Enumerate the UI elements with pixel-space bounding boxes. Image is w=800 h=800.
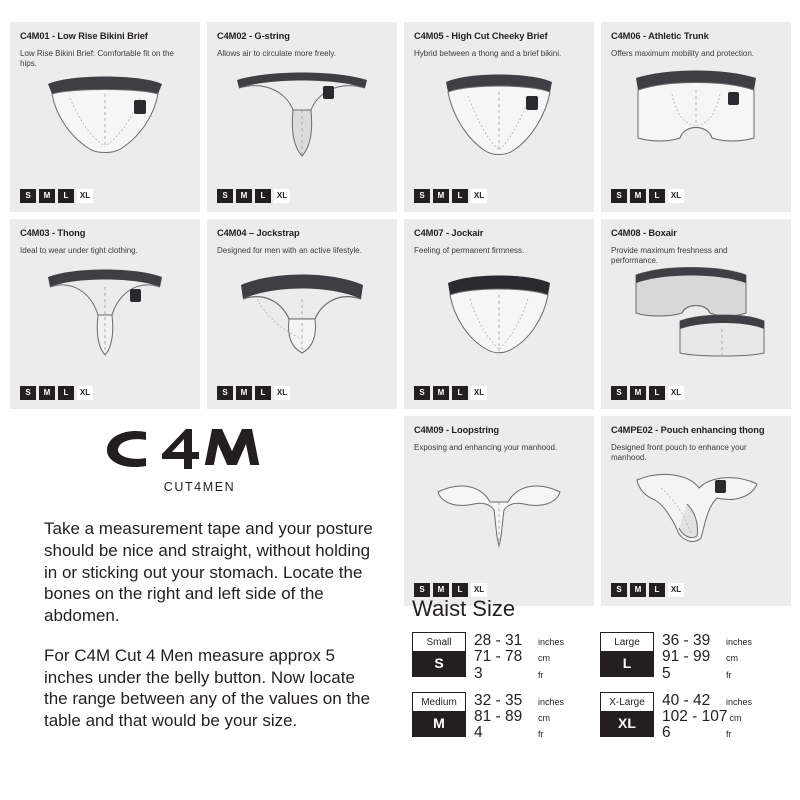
size-badge-m: M <box>236 189 252 203</box>
waist-row-small <box>412 632 600 682</box>
size-badge-xl: XL <box>668 583 684 597</box>
size-name: Small <box>413 633 465 651</box>
waist-size-table <box>412 632 788 742</box>
size-badge-l: L <box>255 386 271 400</box>
unit-fr: fr <box>726 729 732 740</box>
size-name: Medium <box>413 693 465 711</box>
value-fr: 5 <box>662 664 671 682</box>
size-badge-m: M <box>433 386 449 400</box>
unit-fr: fr <box>726 669 732 680</box>
thong-illustration <box>10 261 200 371</box>
brand-tagline: CUT4MEN <box>163 480 236 494</box>
brand-logo-block <box>92 425 307 494</box>
size-letter: XL <box>601 711 653 736</box>
size-badge-s: S <box>611 583 627 597</box>
waist-row-medium <box>412 692 600 742</box>
boxair-illustration <box>601 261 791 371</box>
product-code: C4M05 - High Cut Cheeky Brief <box>414 31 548 41</box>
size-badge-s: S <box>20 386 36 400</box>
size-badge-s: S <box>414 386 430 400</box>
size-list <box>611 189 684 203</box>
size-badge-m: M <box>630 189 646 203</box>
value-cm: 102 - 107 <box>662 708 728 726</box>
value-inches: 32 - 35 <box>474 691 523 709</box>
value-cm: 81 - 89 <box>474 708 523 726</box>
bikini-brief-illustration <box>10 64 200 174</box>
size-badge-l: L <box>452 583 468 597</box>
size-values <box>474 632 564 682</box>
size-badge-m: M <box>630 386 646 400</box>
size-badge-l: L <box>452 189 468 203</box>
value-inches: 28 - 31 <box>474 632 523 649</box>
size-list <box>611 386 684 400</box>
c4m-logo-icon <box>100 425 300 473</box>
value-row-fr <box>474 725 564 741</box>
pouch-thong-illustration <box>601 458 791 568</box>
size-badge-l: L <box>649 583 665 597</box>
size-list <box>414 386 487 400</box>
size-badge-xl: XL <box>668 189 684 203</box>
product-card-c4m09 <box>404 416 594 606</box>
product-code: C4M08 - Boxair <box>611 228 677 238</box>
unit-cm: cm <box>538 653 550 664</box>
size-values <box>662 692 752 742</box>
product-card-c4m07 <box>404 219 594 409</box>
size-list <box>414 189 487 203</box>
g-string-illustration <box>207 64 397 174</box>
size-letter: M <box>413 711 465 736</box>
size-list <box>217 189 290 203</box>
size-badge-m: M <box>433 583 449 597</box>
size-badge-s: S <box>20 189 36 203</box>
size-badge-l: L <box>649 189 665 203</box>
product-description: Ideal to wear under tight clothing. <box>20 245 138 255</box>
product-description: Designed front pouch to enhance your manhood. <box>611 442 747 463</box>
size-badge-xl: XL <box>668 386 684 400</box>
waist-row-xlarge <box>600 692 788 742</box>
size-list <box>414 583 487 597</box>
product-card-c4m05 <box>404 22 594 212</box>
value-inches: 40 - 42 <box>662 691 711 709</box>
unit-inches: inches <box>538 637 565 647</box>
size-badge-s: S <box>611 386 627 400</box>
product-code: C4MPE02 - Pouch enhancing thong <box>611 425 765 435</box>
product-description: Offers maximum mobility and protection. <box>611 48 755 58</box>
size-badge-m: M <box>39 189 55 203</box>
size-list <box>611 583 684 597</box>
size-list <box>217 386 290 400</box>
size-badge-s: S <box>217 189 233 203</box>
value-row-cm <box>474 649 564 665</box>
value-fr: 6 <box>662 724 671 742</box>
unit-inches: inches <box>726 637 753 647</box>
size-values <box>474 692 564 742</box>
product-card-c4mpe02 <box>601 416 791 606</box>
jockair-illustration <box>404 261 594 371</box>
size-letter: S <box>413 651 465 676</box>
value-row-inches <box>474 693 564 709</box>
waist-size-title: Waist Size <box>412 596 516 621</box>
jockstrap-illustration <box>207 261 397 371</box>
product-code: C4M06 - Athletic Trunk <box>611 31 709 41</box>
size-badge-s: S <box>217 386 233 400</box>
product-code: C4M01 - Low Rise Bikini Brief <box>20 31 148 41</box>
size-badge-xl: XL <box>471 583 487 597</box>
product-card-c4m01 <box>10 22 200 212</box>
product-description: Hybrid between a thong and a brief bikini. <box>414 48 562 58</box>
size-badge-l: L <box>58 189 74 203</box>
size-badge-xl: XL <box>471 386 487 400</box>
size-badge-l: L <box>255 189 271 203</box>
product-card-c4m02 <box>207 22 397 212</box>
value-row-fr <box>474 666 564 682</box>
value-row-cm <box>662 709 752 725</box>
size-badge-m: M <box>630 583 646 597</box>
unit-fr: fr <box>538 669 544 680</box>
cheeky-brief-illustration <box>404 64 594 174</box>
product-description: Low Rise Bikini Brief: Comfortable fit on the hips. <box>20 48 174 69</box>
product-code: C4M02 - G-string <box>217 31 290 41</box>
value-row-inches <box>474 633 564 649</box>
size-list <box>20 386 93 400</box>
product-description: Feeling of permanent firmness. <box>414 245 525 255</box>
value-inches: 36 - 39 <box>662 632 711 649</box>
value-row-inches <box>662 633 752 649</box>
value-cm: 71 - 78 <box>474 648 523 666</box>
size-name: Large <box>601 633 653 651</box>
waist-row-large <box>600 632 788 682</box>
value-row-inches <box>662 693 752 709</box>
value-fr: 3 <box>474 664 483 682</box>
product-description: Provide maximum freshness and performance. <box>611 245 728 266</box>
measurement-instructions <box>44 518 374 750</box>
product-description: Designed for men with an active lifestyle. <box>217 245 362 255</box>
size-badge-m: M <box>433 189 449 203</box>
value-row-cm <box>474 709 564 725</box>
product-description: Allows air to circulate more freely. <box>217 48 336 58</box>
athletic-trunk-illustration <box>601 64 791 174</box>
size-badge-xl: XL <box>274 386 290 400</box>
value-row-fr <box>662 666 752 682</box>
unit-cm: cm <box>726 653 738 664</box>
size-badge-s: S <box>414 583 430 597</box>
size-badge-large <box>600 632 654 677</box>
size-badge-xl: XL <box>77 189 93 203</box>
size-badge-l: L <box>452 386 468 400</box>
size-values <box>662 632 752 682</box>
size-badge-s: S <box>414 189 430 203</box>
instruction-paragraph-1: Take a measurement tape and your posture should be nice and straight, without holding in or sticking out your stomach. Locate the bones on the right and left side of the abdomen. <box>44 519 373 625</box>
unit-inches: inches <box>726 696 753 707</box>
product-code: C4M04 – Jockstrap <box>217 228 300 238</box>
value-cm: 91 - 99 <box>662 648 711 666</box>
product-card-c4m03 <box>10 219 200 409</box>
value-fr: 4 <box>474 724 483 742</box>
product-code: C4M09 - Loopstring <box>414 425 499 435</box>
size-badge-xl: XL <box>274 189 290 203</box>
value-row-fr <box>662 725 752 741</box>
product-card-c4m06 <box>601 22 791 212</box>
size-badge-medium <box>412 692 466 737</box>
size-letter: L <box>601 651 653 676</box>
size-badge-xl: XL <box>77 386 93 400</box>
unit-inches: inches <box>538 696 565 707</box>
size-badge-l: L <box>649 386 665 400</box>
product-code: C4M03 - Thong <box>20 228 86 238</box>
product-card-c4m08 <box>601 219 791 409</box>
unit-fr: fr <box>538 729 544 740</box>
unit-cm: cm <box>538 713 550 724</box>
size-badge-m: M <box>236 386 252 400</box>
size-badge-m: M <box>39 386 55 400</box>
size-list <box>20 189 93 203</box>
product-description: Exposing and enhancing your manhood. <box>414 442 558 452</box>
unit-cm: cm <box>729 713 742 724</box>
size-badge-s: S <box>611 189 627 203</box>
size-badge-small <box>412 632 466 677</box>
product-card-c4m04 <box>207 219 397 409</box>
value-row-cm <box>662 649 752 665</box>
instruction-paragraph-2: For C4M Cut 4 Men measure approx 5 inches under the belly button. Now locate the range between any of the values on the table and that would be your size. <box>44 645 371 730</box>
size-badge-xl: XL <box>471 189 487 203</box>
size-badge-l: L <box>58 386 74 400</box>
size-name: X-Large <box>601 693 653 711</box>
loopstring-illustration <box>404 458 594 568</box>
product-code: C4M07 - Jockair <box>414 228 484 238</box>
size-badge-xlarge <box>600 692 654 737</box>
